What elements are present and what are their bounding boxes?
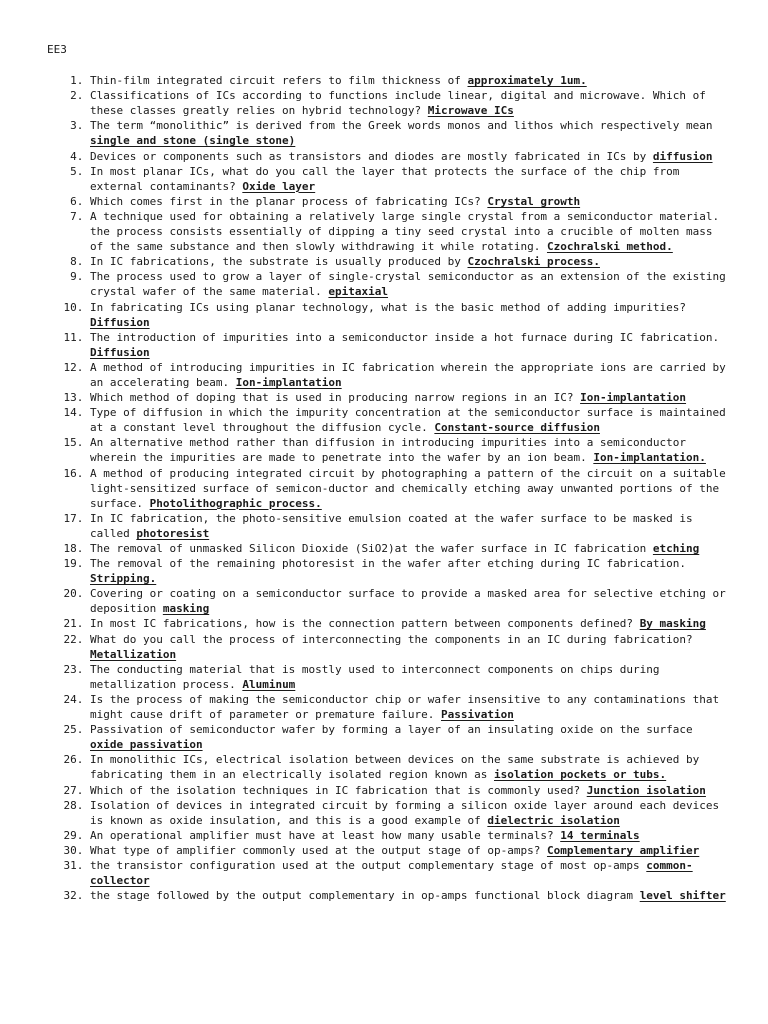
answer-text: Microwave ICs <box>427 104 514 118</box>
item-body <box>90 828 728 843</box>
item-body <box>90 556 728 586</box>
item-number: 3. <box>70 119 90 133</box>
item-number: 27. <box>63 783 90 797</box>
document-title: EE3 <box>47 43 67 56</box>
item-body <box>90 616 728 631</box>
question-text: Classifications of ICs according to functions include linear, digital and microwave. Which of these classes greatly relies on hybrid technology? <box>90 89 706 118</box>
item-body <box>90 541 728 556</box>
item-number: 20. <box>63 587 90 601</box>
item-number: 32. <box>63 889 90 903</box>
item-number: 26. <box>63 753 90 767</box>
question-text: In most planar ICs, what do you call the layer that protects the surface of the chip from external contaminants? <box>90 164 680 193</box>
list-item <box>47 254 728 269</box>
question-text: The introduction of impurities into a semiconductor inside a hot furnace during IC fabrication. <box>90 330 720 344</box>
list-item <box>47 828 728 843</box>
list-item <box>47 541 728 556</box>
question-text: An operational amplifier must have at least how many usable terminals? <box>90 828 561 842</box>
question-text: The term “monolithic” is derived from the Greek words monos and lithos which respectively mean <box>90 119 713 133</box>
question-text: A method of producing integrated circuit by photographing a pattern of the circuit on a suitable light-sensitized surface of semicon-ductor and chemically etching away unwanted portions of the surface. <box>90 466 726 510</box>
item-number: 23. <box>63 662 90 676</box>
item-body <box>90 888 728 903</box>
answer-text: By masking <box>639 617 706 631</box>
question-text: Passivation of semiconductor wafer by forming a layer of an insulating oxide on the surface <box>90 723 693 737</box>
list-item <box>47 632 728 662</box>
item-body <box>90 511 728 541</box>
answer-text: diffusion <box>652 149 713 163</box>
answer-text: etching <box>652 542 700 555</box>
list-item <box>47 194 728 209</box>
item-number: 19. <box>63 557 90 571</box>
list-item <box>47 330 728 360</box>
answer-text: epitaxial <box>328 285 389 299</box>
question-text: In IC fabrications, the substrate is usually produced by <box>90 255 468 269</box>
answer-text: single and stone (single stone) <box>90 134 296 148</box>
answer-text: dielectric isolation <box>487 813 620 827</box>
question-text: the stage followed by the output complementary in op-amps functional block diagram <box>90 889 640 903</box>
question-text: In IC fabrication, the photo-sensitive emulsion coated at the wafer surface to be masked is called <box>90 511 693 540</box>
item-body <box>90 254 728 269</box>
answer-text: Ion-implantation <box>580 391 687 405</box>
list-item <box>47 843 728 858</box>
question-text: What type of amplifier commonly used at the output stage of op-amps? <box>90 843 547 857</box>
answer-text: Czochralski process. <box>467 255 600 269</box>
item-body <box>90 209 728 254</box>
item-number: 5. <box>70 164 90 178</box>
item-number: 25. <box>63 723 90 737</box>
list-item <box>47 692 728 722</box>
question-text: The conducting material that is mostly used to interconnect components on chips during metallization process. <box>90 662 660 691</box>
list-item <box>47 798 728 828</box>
item-number: 22. <box>63 632 90 646</box>
answer-text: oxide passivation <box>90 738 203 752</box>
list-item <box>47 722 728 752</box>
list-item <box>47 269 728 299</box>
list-item <box>47 662 728 692</box>
question-text: Is the process of making the semiconductor chip or wafer insensitive to any contaminations that might cause drift of parameter or premature failure. <box>90 692 720 722</box>
list-item <box>47 300 728 330</box>
question-text: Isolation of devices in integrated circuit by forming a silicon oxide layer around each devices is known as oxide insulation, and this is a good example of <box>90 798 720 827</box>
answer-text: Aluminum <box>242 677 296 691</box>
item-body <box>90 722 728 752</box>
item-body <box>90 662 728 692</box>
item-body <box>90 330 728 360</box>
answer-text: Photolithographic process. <box>149 496 322 510</box>
item-body <box>90 435 728 465</box>
answer-text: approximately 1um. <box>467 74 587 88</box>
question-text: Covering or coating on a semiconductor surface to provide a masked area for selective etching or deposition <box>90 587 726 616</box>
item-body <box>90 164 728 194</box>
list-item <box>47 783 728 798</box>
question-text: Thin-film integrated circuit refers to film thickness of <box>90 74 468 88</box>
item-number: 30. <box>63 843 90 857</box>
item-number: 31. <box>63 858 90 872</box>
question-text: In fabricating ICs using planar technology, what is the basic method of adding impurities? <box>90 300 687 314</box>
item-body <box>90 300 728 330</box>
item-number: 14. <box>63 406 90 420</box>
question-text: A method of introducing impurities in IC fabrication wherein the appropriate ions are carried by an accelerating beam. <box>90 360 726 389</box>
item-number: 29. <box>63 828 90 842</box>
item-body <box>90 269 728 299</box>
question-text: Which comes first in the planar process of fabricating ICs? <box>90 194 488 208</box>
answer-text: photoresist <box>136 526 210 540</box>
answer-text: Stripping. <box>90 572 157 586</box>
answer-text: Complementary amplifier <box>546 843 700 857</box>
list-item <box>47 390 728 405</box>
question-text: The removal of unmasked Silicon Dioxide (SiO2)at the wafer surface in IC fabrication <box>90 542 653 555</box>
item-number: 1. <box>70 74 90 88</box>
item-number: 10. <box>63 300 90 314</box>
list-item <box>47 556 728 586</box>
item-body <box>90 405 728 435</box>
list-item <box>47 405 728 435</box>
answer-text: Metallization <box>90 647 177 661</box>
question-text: What do you call the process of interconnecting the components in an IC during fabrication? <box>90 632 693 646</box>
item-body <box>90 149 728 164</box>
answer-text: Diffusion <box>90 315 150 329</box>
item-body <box>90 360 728 390</box>
list-item <box>47 752 728 782</box>
answer-text: Constant-source diffusion <box>434 421 600 435</box>
item-body <box>90 88 728 118</box>
item-number: 7. <box>70 209 90 223</box>
item-number: 21. <box>63 617 90 631</box>
answer-text: Ion-implantation. <box>593 451 706 465</box>
item-number: 2. <box>70 89 90 103</box>
answer-text: Ion-implantation <box>235 375 342 389</box>
item-body <box>90 118 728 148</box>
item-body <box>90 390 728 405</box>
item-body <box>90 466 728 511</box>
question-text: Which method of doping that is used in producing narrow regions in an IC? <box>90 391 581 405</box>
question-text: Which of the isolation techniques in IC fabrication that is commonly used? <box>90 783 587 797</box>
list-item <box>47 616 728 631</box>
list-item <box>47 511 728 541</box>
item-number: 12. <box>63 360 90 374</box>
item-number: 15. <box>63 436 90 450</box>
list-item <box>47 586 728 616</box>
question-text: An alternative method rather than diffusion in introducing impurities into a semiconductor wherein the impurities are made to penetrate into the wafer by an ion beam. <box>90 436 687 465</box>
question-text: The process used to grow a layer of single-crystal semiconductor as an extension of the existing crystal wafer of the same material. <box>90 270 726 299</box>
answer-text: 14 terminals <box>560 828 640 842</box>
item-number: 17. <box>63 511 90 525</box>
item-number: 13. <box>63 391 90 405</box>
item-body <box>90 843 728 858</box>
item-number: 8. <box>70 255 90 269</box>
item-number: 4. <box>70 149 90 163</box>
item-body <box>90 692 728 722</box>
item-number: 6. <box>70 194 90 208</box>
answer-text: Junction isolation <box>586 783 706 797</box>
question-text: In most IC fabrications, how is the connection pattern between components defined? <box>90 617 640 631</box>
item-number: 28. <box>63 798 90 812</box>
question-text: The removal of the remaining photoresist in the wafer after etching during IC fabrication. <box>90 557 687 571</box>
list-item <box>47 73 728 88</box>
question-text: Devices or components such as transistors and diodes are mostly fabricated in ICs by <box>90 149 653 163</box>
list-item <box>47 360 728 390</box>
answer-text: Passivation <box>441 708 514 722</box>
item-number: 11. <box>63 330 90 344</box>
list-item <box>47 118 728 148</box>
list-item <box>47 209 728 254</box>
answer-text: Oxide layer <box>242 179 316 193</box>
answer-text: level shifter <box>639 889 726 903</box>
item-body <box>90 632 728 662</box>
answer-text: masking <box>162 602 210 616</box>
list-item <box>47 149 728 164</box>
list-item <box>47 888 728 903</box>
item-number: 16. <box>63 466 90 480</box>
question-text: A technique used for obtaining a relatively large single crystal from a semiconductor material. the process consists essentially of dipping a tiny seed crystal into a crucible of molten mass of the same substance and then slowly withdrawing it while rotating. <box>90 209 720 254</box>
item-body <box>90 783 728 798</box>
item-body <box>90 586 728 616</box>
answer-text: Diffusion <box>90 345 150 359</box>
question-text: In monolithic ICs, electrical isolation between devices on the same substrate is achieved by fabricating them in an electrically isolated region known as <box>90 753 700 782</box>
list-item <box>47 164 728 194</box>
question-text: the transistor configuration used at the output complementary stage of most op-amps <box>90 858 647 872</box>
answer-text: Czochralski method. <box>546 240 673 254</box>
question-text: Type of diffusion in which the impurity concentration at the semiconductor surface is maintained at a constant level throughout the diffusion cycle. <box>90 406 726 435</box>
list-item <box>47 466 728 511</box>
list-item <box>47 858 728 888</box>
list-item <box>47 435 728 465</box>
item-body <box>90 798 728 828</box>
item-body <box>90 194 728 209</box>
answer-text: isolation pockets or tubs. <box>493 768 667 782</box>
item-number: 9. <box>70 270 90 284</box>
item-number: 18. <box>63 542 90 555</box>
item-body <box>90 858 728 888</box>
item-body <box>90 752 728 782</box>
list-item <box>47 88 728 118</box>
item-body <box>90 73 728 88</box>
item-number: 24. <box>63 692 90 706</box>
question-list <box>47 73 728 903</box>
answer-text: common-collector <box>90 858 693 888</box>
answer-text: Crystal growth <box>487 194 581 208</box>
